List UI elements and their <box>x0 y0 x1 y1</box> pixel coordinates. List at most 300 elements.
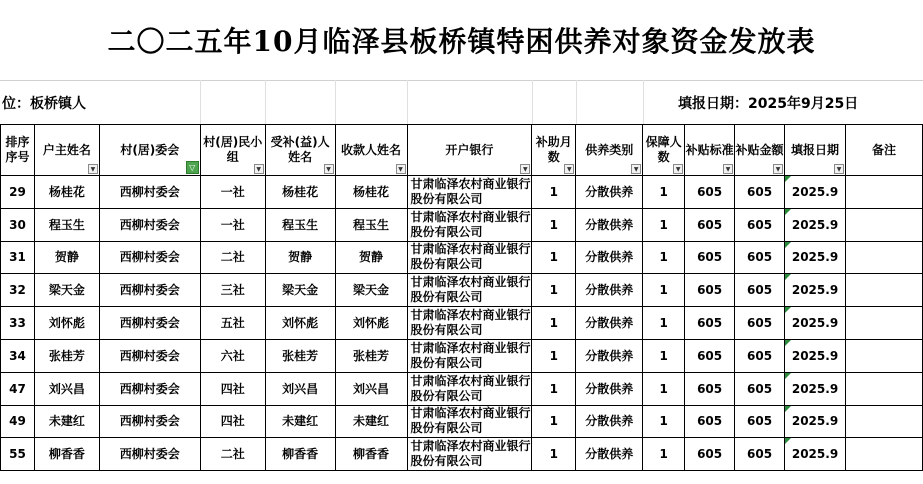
cell-value: 605 <box>747 414 773 429</box>
header-subsidy-standard <box>685 125 735 176</box>
cell-bank[interactable] <box>407 372 532 405</box>
cell-value: 605 <box>697 381 723 396</box>
dropdown-filter-icon[interactable]: ▼ <box>254 164 264 174</box>
cell-subsidy-standard[interactable] <box>685 274 735 307</box>
cell-village-committee[interactable] <box>99 307 200 340</box>
cell-value: 西柳村委会 <box>119 447 180 462</box>
header-label: 补助月数 <box>535 135 572 164</box>
cell-value: 一社 <box>220 217 245 232</box>
header-label: 供养类别 <box>585 142 634 157</box>
cell-household-head[interactable] <box>34 241 99 274</box>
cell-fill-date[interactable] <box>785 274 846 307</box>
cell-household-head[interactable] <box>34 405 99 438</box>
cell-months[interactable] <box>532 372 576 405</box>
cell-subsidy-standard[interactable] <box>685 208 735 241</box>
cell-village-group[interactable] <box>200 438 265 471</box>
cell-value: 甘肃临泽农村商业银行股份有限公司 <box>410 209 531 239</box>
cell-value: 西柳村委会 <box>119 184 180 199</box>
cell-remarks[interactable] <box>846 405 923 438</box>
cell-subsidy-amount[interactable] <box>735 307 785 340</box>
green-triangle-indicator-icon <box>785 406 791 412</box>
header-village-group <box>200 125 265 176</box>
header-household-head <box>34 125 99 176</box>
cell-fill-date[interactable] <box>785 438 846 471</box>
cell-persons[interactable] <box>643 339 685 372</box>
cell-value: 605 <box>747 283 773 298</box>
cell-value: 2025.9 <box>791 250 839 265</box>
header-row <box>1 125 923 176</box>
cell-value: 四社 <box>220 381 245 396</box>
cell-remarks[interactable] <box>846 339 923 372</box>
dropdown-filter-icon[interactable]: ▼ <box>396 164 406 174</box>
cell-value: 605 <box>697 250 723 265</box>
cell-beneficiary-name[interactable] <box>265 307 335 340</box>
cell-bank[interactable] <box>407 339 532 372</box>
cell-value: 47 <box>9 381 26 396</box>
cell-value: 刘怀彪 <box>48 316 85 331</box>
cell-village-group[interactable] <box>200 274 265 307</box>
table-row <box>1 372 923 405</box>
cell-value: 605 <box>697 217 723 232</box>
cell-payee-name[interactable] <box>335 241 407 274</box>
header-payee-name <box>335 125 407 176</box>
cell-fill-date[interactable] <box>785 176 846 209</box>
cell-household-head[interactable] <box>34 438 99 471</box>
cell-value: 605 <box>697 184 723 199</box>
header-label: 补贴标准 <box>685 142 734 157</box>
cell-value: 梁天金 <box>282 283 319 298</box>
cell-bank[interactable] <box>407 307 532 340</box>
cell-value: 2025.9 <box>791 316 839 331</box>
header-label: 保障人数 <box>645 135 682 164</box>
cell-value: 梁天金 <box>353 283 390 298</box>
cell-subsidy-amount[interactable] <box>735 438 785 471</box>
dropdown-filter-icon[interactable]: ▼ <box>673 164 683 174</box>
cell-support-type[interactable] <box>576 405 643 438</box>
cell-value: 1 <box>659 184 668 199</box>
cell-persons[interactable] <box>643 372 685 405</box>
cell-value: 1 <box>549 414 558 429</box>
cell-value: 分散供养 <box>585 316 634 331</box>
cell-value: 605 <box>747 447 773 462</box>
cell-value: 四社 <box>220 414 245 429</box>
cell-persons[interactable] <box>643 307 685 340</box>
cell-value: 西柳村委会 <box>119 316 180 331</box>
cell-months[interactable] <box>532 307 576 340</box>
cell-months[interactable] <box>532 339 576 372</box>
cell-seq[interactable] <box>1 176 35 209</box>
header-support-type <box>576 125 643 176</box>
cell-household-head[interactable] <box>34 372 99 405</box>
cell-fill-date[interactable] <box>785 241 846 274</box>
cell-village-committee[interactable] <box>99 372 200 405</box>
green-triangle-indicator-icon <box>785 340 791 346</box>
cell-value: 分散供养 <box>585 381 634 396</box>
cell-village-committee[interactable] <box>99 438 200 471</box>
cell-support-type[interactable] <box>576 307 643 340</box>
cell-beneficiary-name[interactable] <box>265 405 335 438</box>
cell-seq[interactable] <box>1 438 35 471</box>
cell-value: 605 <box>747 316 773 331</box>
cell-beneficiary-name[interactable] <box>265 339 335 372</box>
cell-household-head[interactable] <box>34 208 99 241</box>
cell-village-committee[interactable] <box>99 274 200 307</box>
cell-beneficiary-name[interactable] <box>265 274 335 307</box>
cell-value: 西柳村委会 <box>119 381 180 396</box>
cell-value: 1 <box>659 414 668 429</box>
header-label: 备注 <box>871 142 896 157</box>
cell-value: 西柳村委会 <box>119 250 180 265</box>
cell-value: 二社 <box>220 447 245 462</box>
cell-persons[interactable] <box>643 241 685 274</box>
cell-remarks[interactable] <box>846 241 923 274</box>
cell-payee-name[interactable] <box>335 405 407 438</box>
cell-support-type[interactable] <box>576 274 643 307</box>
cell-value: 1 <box>549 316 558 331</box>
cell-value: 甘肃临泽农村商业银行股份有限公司 <box>410 340 531 370</box>
cell-bank[interactable] <box>407 274 532 307</box>
cell-household-head[interactable] <box>34 339 99 372</box>
sheet-title: 二〇二五年10月临泽县板桥镇特困供养对象资金发放表 <box>0 0 923 81</box>
cell-value: 605 <box>747 217 773 232</box>
header-persons <box>643 125 685 176</box>
cell-payee-name[interactable] <box>335 372 407 405</box>
cell-subsidy-amount[interactable] <box>735 372 785 405</box>
header-label: 受补(益)人姓名 <box>270 135 330 164</box>
cell-value: 1 <box>549 250 558 265</box>
table-row <box>1 241 923 274</box>
cell-value: 2025.9 <box>791 184 839 199</box>
cell-village-group[interactable] <box>200 176 265 209</box>
data-table <box>0 124 923 471</box>
cell-subsidy-standard[interactable] <box>685 438 735 471</box>
header-label: 开户银行 <box>445 142 494 157</box>
cell-village-group[interactable] <box>200 372 265 405</box>
cell-remarks[interactable] <box>846 307 923 340</box>
cell-persons[interactable] <box>643 405 685 438</box>
cell-village-group[interactable] <box>200 307 265 340</box>
cell-support-type[interactable] <box>576 438 643 471</box>
cell-value: 刘怀彪 <box>353 316 390 331</box>
cell-value: 张桂芳 <box>353 348 390 363</box>
header-seq <box>1 125 35 176</box>
cell-value: 605 <box>747 184 773 199</box>
header-label: 排序序号 <box>5 135 30 164</box>
cell-value: 605 <box>697 283 723 298</box>
cell-value: 分散供养 <box>585 447 634 462</box>
cell-value: 1 <box>659 381 668 396</box>
cell-beneficiary-name[interactable] <box>265 208 335 241</box>
cell-value: 分散供养 <box>585 184 634 199</box>
dropdown-filter-icon[interactable]: ▼ <box>88 164 98 174</box>
cell-value: 程玉生 <box>353 217 390 232</box>
header-subsidy-amount <box>735 125 785 176</box>
cell-subsidy-amount[interactable] <box>735 241 785 274</box>
cell-value: 31 <box>9 250 26 265</box>
cell-value: 32 <box>9 283 26 298</box>
cell-value: 二社 <box>220 250 245 265</box>
cell-value: 柳香香 <box>282 447 319 462</box>
active-filter-icon[interactable]: ▽ <box>186 161 199 174</box>
info-row <box>0 80 923 124</box>
cell-value: 张桂芳 <box>282 348 319 363</box>
cell-value: 甘肃临泽农村商业银行股份有限公司 <box>410 308 531 338</box>
table-row <box>1 176 923 209</box>
cell-persons[interactable] <box>643 176 685 209</box>
cell-value: 六社 <box>220 348 245 363</box>
cell-value: 刘怀彪 <box>282 316 319 331</box>
table-row <box>1 274 923 307</box>
cell-subsidy-standard[interactable] <box>685 372 735 405</box>
cell-subsidy-amount[interactable] <box>735 208 785 241</box>
header-beneficiary-name <box>265 125 335 176</box>
cell-value: 三社 <box>220 283 245 298</box>
cell-value: 未建红 <box>48 414 85 429</box>
green-triangle-indicator-icon <box>785 438 791 444</box>
cell-months[interactable] <box>532 208 576 241</box>
header-label: 户主姓名 <box>42 142 91 157</box>
cell-remarks[interactable] <box>846 208 923 241</box>
cell-value: 甘肃临泽农村商业银行股份有限公司 <box>410 406 531 436</box>
cell-value: 2025.9 <box>791 283 839 298</box>
cell-value: 程玉生 <box>48 217 85 232</box>
green-triangle-indicator-icon <box>785 274 791 280</box>
cell-seq[interactable] <box>1 307 35 340</box>
cell-fill-date[interactable] <box>785 405 846 438</box>
cell-village-committee[interactable] <box>99 339 200 372</box>
cell-value: 30 <box>9 217 26 232</box>
cell-support-type[interactable] <box>576 241 643 274</box>
cell-value: 贺静 <box>54 250 79 265</box>
cell-seq[interactable] <box>1 241 35 274</box>
table-row <box>1 307 923 340</box>
cell-value: 605 <box>747 250 773 265</box>
table-row <box>1 208 923 241</box>
cell-value: 刘兴昌 <box>353 381 390 396</box>
green-triangle-indicator-icon <box>785 209 791 215</box>
unit-label: 位：板桥镇人 <box>2 96 86 112</box>
cell-value: 1 <box>549 348 558 363</box>
cell-seq[interactable] <box>1 339 35 372</box>
cell-value: 甘肃临泽农村商业银行股份有限公司 <box>410 176 531 206</box>
cell-village-group[interactable] <box>200 339 265 372</box>
cell-village-group[interactable] <box>200 208 265 241</box>
green-triangle-indicator-icon <box>785 373 791 379</box>
dropdown-filter-icon[interactable]: ▼ <box>631 164 641 174</box>
cell-support-type[interactable] <box>576 372 643 405</box>
cell-seq[interactable] <box>1 208 35 241</box>
cell-seq[interactable] <box>1 405 35 438</box>
cell-fill-date[interactable] <box>785 339 846 372</box>
table-row <box>1 339 923 372</box>
header-label: 填报日期 <box>791 142 840 157</box>
header-months <box>532 125 576 176</box>
cell-value: 34 <box>9 348 26 363</box>
cell-remarks[interactable] <box>846 176 923 209</box>
dropdown-filter-icon[interactable]: ▼ <box>564 164 574 174</box>
cell-subsidy-standard[interactable] <box>685 241 735 274</box>
cell-value: 1 <box>659 447 668 462</box>
cell-value: 1 <box>549 184 558 199</box>
cell-subsidy-amount[interactable] <box>735 176 785 209</box>
cell-payee-name[interactable] <box>335 208 407 241</box>
cell-value: 分散供养 <box>585 283 634 298</box>
cell-seq[interactable] <box>1 274 35 307</box>
cell-months[interactable] <box>532 405 576 438</box>
fill-date-label: 填报日期：2025年9月25日 <box>678 96 859 112</box>
cell-village-group[interactable] <box>200 405 265 438</box>
cell-payee-name[interactable] <box>335 274 407 307</box>
header-remarks <box>846 125 923 176</box>
cell-value: 柳香香 <box>48 447 85 462</box>
cell-value: 1 <box>549 217 558 232</box>
header-label: 补贴金额 <box>735 142 784 157</box>
cell-value: 甘肃临泽农村商业银行股份有限公司 <box>410 242 531 272</box>
cell-value: 1 <box>549 447 558 462</box>
table-row <box>1 405 923 438</box>
cell-value: 605 <box>747 348 773 363</box>
cell-household-head[interactable] <box>34 307 99 340</box>
cell-value: 五社 <box>220 316 245 331</box>
cell-support-type[interactable] <box>576 208 643 241</box>
cell-village-committee[interactable] <box>99 405 200 438</box>
cell-value: 一社 <box>220 184 245 199</box>
cell-value: 柳香香 <box>353 447 390 462</box>
cell-value: 贺静 <box>288 250 313 265</box>
cell-value: 分散供养 <box>585 250 634 265</box>
cell-value: 甘肃临泽农村商业银行股份有限公司 <box>410 373 531 403</box>
cell-value: 分散供养 <box>585 348 634 363</box>
cell-beneficiary-name[interactable] <box>265 241 335 274</box>
cell-value: 甘肃临泽农村商业银行股份有限公司 <box>410 439 531 469</box>
cell-beneficiary-name[interactable] <box>265 438 335 471</box>
cell-support-type[interactable] <box>576 176 643 209</box>
dropdown-filter-icon[interactable]: ▼ <box>520 164 530 174</box>
cell-village-committee[interactable] <box>99 208 200 241</box>
dropdown-filter-icon[interactable]: ▼ <box>723 164 733 174</box>
cell-persons[interactable] <box>643 438 685 471</box>
cell-months[interactable] <box>532 241 576 274</box>
cell-value: 西柳村委会 <box>119 348 180 363</box>
cell-beneficiary-name[interactable] <box>265 372 335 405</box>
cell-persons[interactable] <box>643 208 685 241</box>
cell-beneficiary-name[interactable] <box>265 176 335 209</box>
header-label: 村(居)民小组 <box>203 135 263 164</box>
cell-payee-name[interactable] <box>335 339 407 372</box>
cell-value: 西柳村委会 <box>119 414 180 429</box>
cell-value: 1 <box>659 316 668 331</box>
cell-value: 贺静 <box>359 250 384 265</box>
cell-value: 605 <box>697 348 723 363</box>
cell-value: 2025.9 <box>791 217 839 232</box>
cell-value: 刘兴昌 <box>282 381 319 396</box>
cell-value: 1 <box>659 217 668 232</box>
header-label: 收款人姓名 <box>341 142 402 157</box>
cell-value: 1 <box>659 283 668 298</box>
cell-subsidy-standard[interactable] <box>685 405 735 438</box>
cell-value: 西柳村委会 <box>119 217 180 232</box>
cell-value: 2025.9 <box>791 447 839 462</box>
header-fill-date <box>785 125 846 176</box>
cell-subsidy-amount[interactable] <box>735 405 785 438</box>
cell-remarks[interactable] <box>846 274 923 307</box>
cell-value: 程玉生 <box>282 217 319 232</box>
header-village-committee <box>99 125 200 176</box>
cell-bank[interactable] <box>407 176 532 209</box>
cell-value: 605 <box>747 381 773 396</box>
cell-value: 49 <box>9 414 26 429</box>
cell-remarks[interactable] <box>846 438 923 471</box>
cell-value: 1 <box>549 283 558 298</box>
cell-value: 分散供养 <box>585 217 634 232</box>
cell-value: 甘肃临泽农村商业银行股份有限公司 <box>410 275 531 305</box>
cell-value: 605 <box>697 414 723 429</box>
cell-value: 55 <box>9 447 26 462</box>
cell-value: 605 <box>697 447 723 462</box>
green-triangle-indicator-icon <box>785 242 791 248</box>
cell-remarks[interactable] <box>846 372 923 405</box>
cell-household-head[interactable] <box>34 176 99 209</box>
cell-fill-date[interactable] <box>785 372 846 405</box>
cell-months[interactable] <box>532 438 576 471</box>
cell-value: 杨桂花 <box>48 184 85 199</box>
cell-payee-name[interactable] <box>335 307 407 340</box>
cell-value: 张桂芳 <box>48 348 85 363</box>
cell-value: 刘兴昌 <box>48 381 85 396</box>
cell-village-committee[interactable] <box>99 241 200 274</box>
cell-subsidy-standard[interactable] <box>685 307 735 340</box>
cell-value: 杨桂花 <box>282 184 319 199</box>
cell-payee-name[interactable] <box>335 176 407 209</box>
cell-value: 2025.9 <box>791 381 839 396</box>
cell-value: 梁天金 <box>48 283 85 298</box>
cell-household-head[interactable] <box>34 274 99 307</box>
dropdown-filter-icon[interactable]: ▼ <box>324 164 334 174</box>
cell-months[interactable] <box>532 274 576 307</box>
cell-village-group[interactable] <box>200 241 265 274</box>
cell-value: 33 <box>9 316 26 331</box>
table-row <box>1 438 923 471</box>
cell-payee-name[interactable] <box>335 438 407 471</box>
cell-subsidy-standard[interactable] <box>685 339 735 372</box>
cell-fill-date[interactable] <box>785 208 846 241</box>
cell-persons[interactable] <box>643 274 685 307</box>
cell-bank[interactable] <box>407 405 532 438</box>
cell-seq[interactable] <box>1 372 35 405</box>
cell-value: 未建红 <box>353 414 390 429</box>
cell-value: 1 <box>659 348 668 363</box>
cell-village-committee[interactable] <box>99 176 200 209</box>
cell-value: 西柳村委会 <box>119 283 180 298</box>
dropdown-filter-icon[interactable]: ▼ <box>834 164 844 174</box>
cell-support-type[interactable] <box>576 339 643 372</box>
cell-value: 杨桂花 <box>353 184 390 199</box>
cell-months[interactable] <box>532 176 576 209</box>
cell-bank[interactable] <box>407 438 532 471</box>
cell-value: 2025.9 <box>791 414 839 429</box>
header-label: 村(居)委会 <box>120 142 180 157</box>
cell-subsidy-amount[interactable] <box>735 339 785 372</box>
cell-fill-date[interactable] <box>785 307 846 340</box>
cell-subsidy-standard[interactable] <box>685 176 735 209</box>
cell-value: 未建红 <box>282 414 319 429</box>
green-triangle-indicator-icon <box>785 176 791 182</box>
cell-subsidy-amount[interactable] <box>735 274 785 307</box>
cell-bank[interactable] <box>407 208 532 241</box>
cell-bank[interactable] <box>407 241 532 274</box>
dropdown-filter-icon[interactable]: ▼ <box>773 164 783 174</box>
green-triangle-indicator-icon <box>785 307 791 313</box>
